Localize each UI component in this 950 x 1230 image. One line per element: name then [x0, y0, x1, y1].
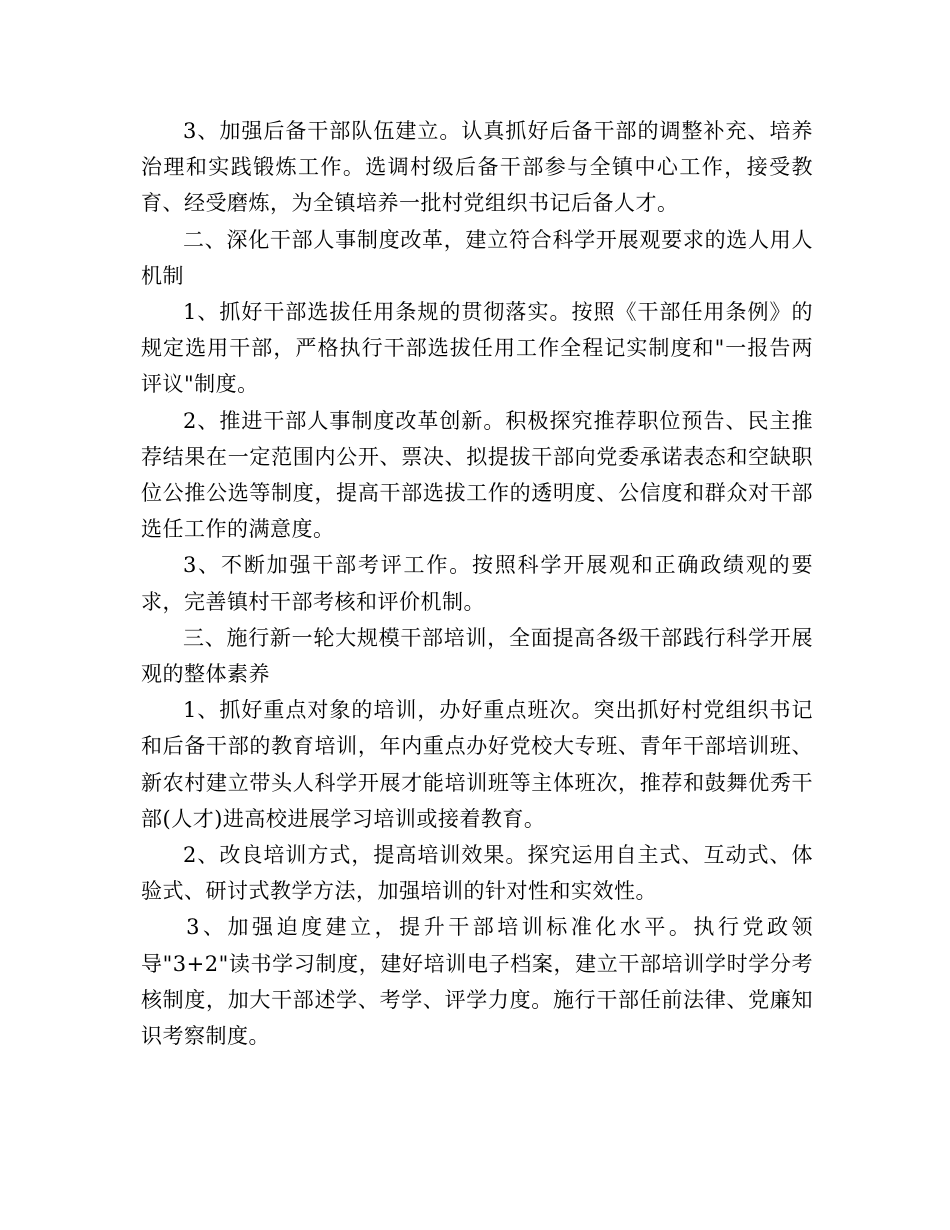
document-body: [141, 113, 813, 1054]
paragraph-cadre-evaluation: 3、不断加强干部考评工作。按照科学开展观和正确政绩观的要求，完善镇村干部考核和评价机制。: [141, 553, 813, 614]
paragraph-training-standards: 3、加强迫度建立，提升干部培训标准化水平。执行党政领导"3+2"读书学习制度，建好培训电子档案，建立干部培训学时学分考核制度，加大干部述学、考学、评学力度。施行干部任前法律、党廉知识考察制度。: [141, 915, 813, 1049]
paragraph-selection-regulations: 1、抓好干部选拔任用条规的贯彻落实。按照《干部任用条例》的规定选用干部，严格执行干部选拔任用工作全程记实制度和"一报告两评议"制度。: [141, 300, 813, 397]
paragraph-key-training: 1、抓好重点对象的培训，办好重点班次。突出抓好村党组织书记和后备干部的教育培训，年内重点办好党校大专班、青年干部培训班、新农村建立带头人科学开展才能培训班等主体班次，推荐和鼓舞优秀干部(人才)进高校进展学习培训或接着教育。: [141, 698, 813, 831]
paragraph-reserve-cadres: 3、加强后备干部队伍建立。认真抓好后备干部的调整补充、培养治理和实践锻炼工作。选调村级后备干部参与全镇中心工作，接受教育、经受磨炼，为全镇培养一批村党组织书记后备人才。: [141, 119, 813, 216]
section-heading-cadre-training: 三、施行新一轮大规模干部培训，全面提高各级干部践行科学开展观的整体素养: [141, 625, 813, 687]
paragraph-training-methods: 2、改良培训方式，提高培训效果。探究运用自主式、互动式、体验式、研讨式教学方法，加强培训的针对性和实效性。: [141, 843, 813, 904]
paragraph-reform-innovation: 2、推进干部人事制度改革创新。积极探究推荐职位预告、民主推荐结果在一定范围内公开、票决、拟提拔干部向党委承诺表态和空缺职位公推公选等制度，提高干部选拔工作的透明度、公信度和群众对干部选任工作的满意度。: [141, 408, 813, 542]
section-heading-personnel-reform: 二、深化干部人事制度改革，建立符合科学开展观要求的选人用人机制: [141, 227, 813, 288]
